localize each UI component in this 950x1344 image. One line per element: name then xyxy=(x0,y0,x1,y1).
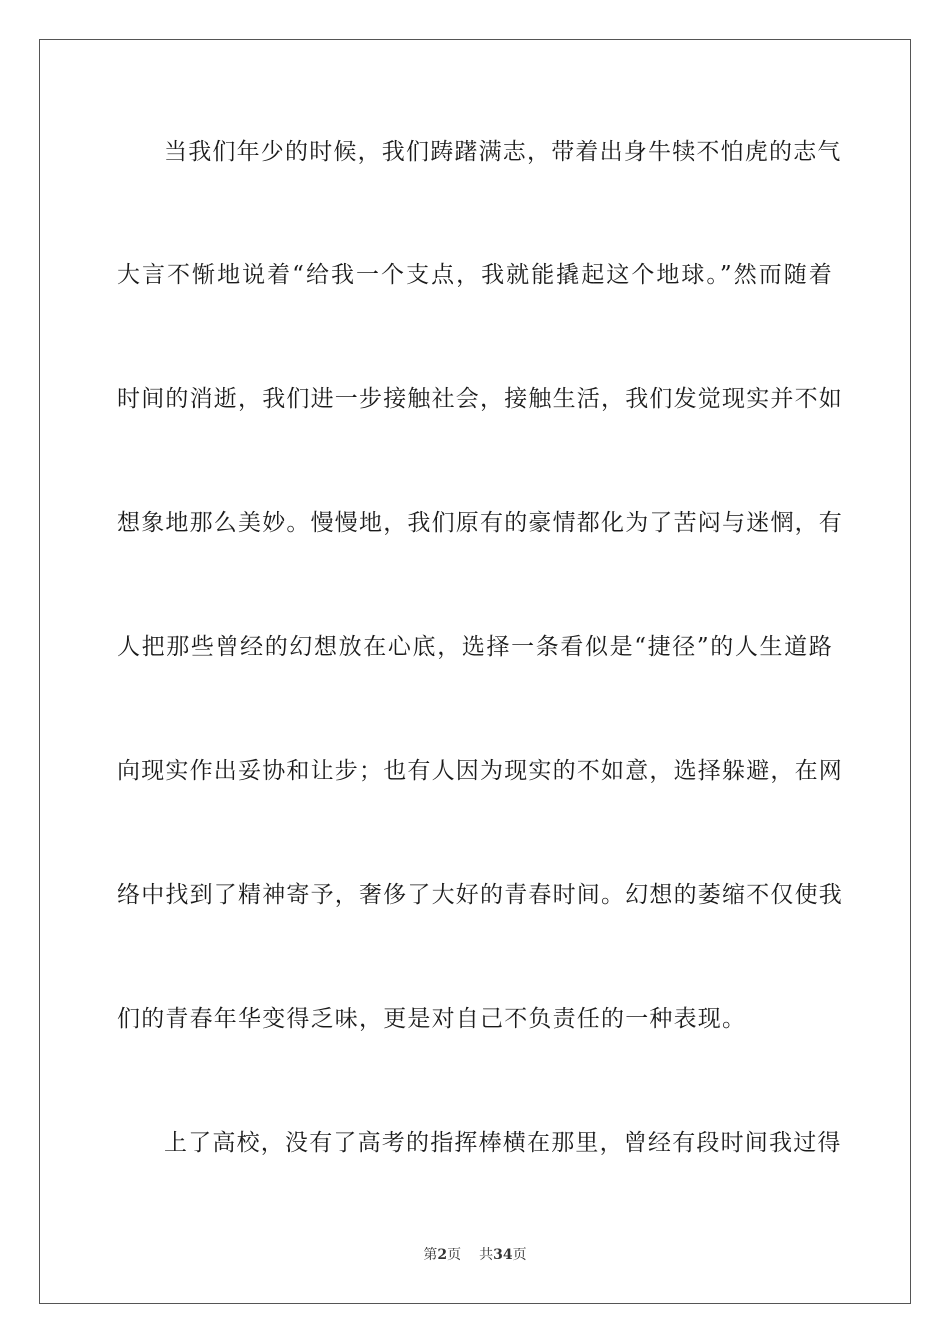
paragraph-2-line-1: 上了高校，没有了高考的指挥棒横在那里，曾经有段时间我过得 xyxy=(164,1130,842,1156)
total-prefix: 共 xyxy=(479,1247,494,1263)
paragraph-1-line-1: 当我们年少的时候，我们踌躇满志，带着出身牛犊不怕虎的志气 xyxy=(164,139,842,165)
page-suffix: 页 xyxy=(447,1247,462,1263)
total-suffix: 页 xyxy=(512,1247,527,1263)
total-pages: 34 xyxy=(493,1247,513,1263)
paragraph-1-line-5: 人把那些曾经的幻想放在心底，选择一条看似是“捷径”的人生道路 xyxy=(117,634,833,660)
page-prefix: 第 xyxy=(423,1247,438,1263)
paragraph-1-line-2: 大言不惭地说着“给我一个支点，我就能撬起这个地球。”然而随着 xyxy=(117,262,833,288)
page-footer xyxy=(0,1246,950,1264)
paragraph-1-line-3: 时间的消逝，我们进一步接触社会，接触生活，我们发觉现实并不如 xyxy=(117,386,843,412)
paragraph-1-line-6: 向现实作出妥协和让步；也有人因为现实的不如意，选择躲避，在网 xyxy=(117,758,843,784)
paragraph-1-line-8: 们的青春年华变得乏味，更是对自己不负责任的一种表现。 xyxy=(117,1006,747,1032)
paragraph-1-line-4: 想象地那么美妙。慢慢地，我们原有的豪情都化为了苦闷与迷惘，有 xyxy=(117,510,843,536)
page-border xyxy=(39,39,911,1304)
paragraph-1-line-7: 络中找到了精神寄予，奢侈了大好的青春时间。幻想的萎缩不仅使我 xyxy=(117,882,843,908)
page-number: 2 xyxy=(437,1247,448,1263)
